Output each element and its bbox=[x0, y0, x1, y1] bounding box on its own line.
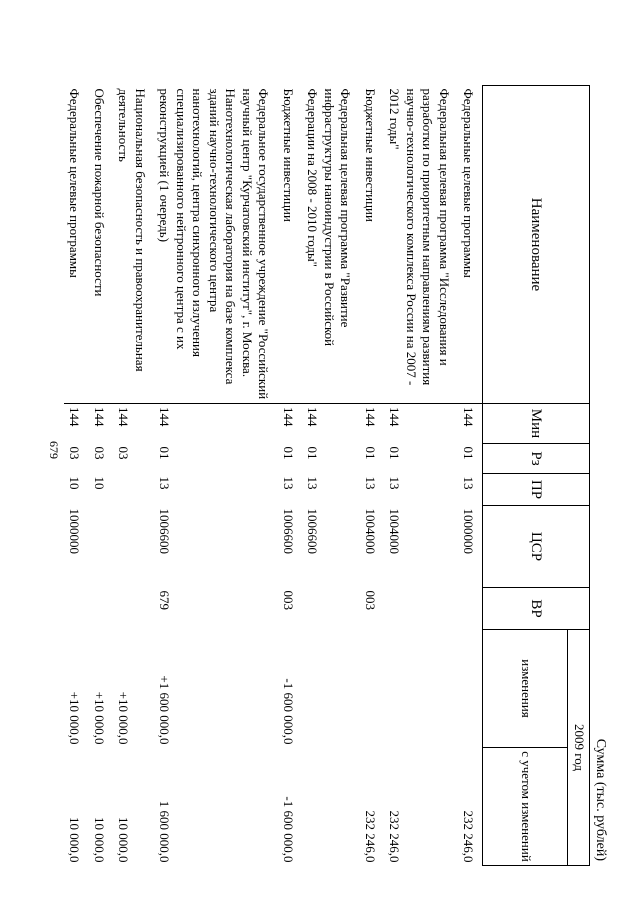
row-total: 232 246,0 bbox=[461, 810, 477, 863]
page-number: 679 bbox=[47, 441, 61, 459]
row-name: Обеспечение пожарной безопасности bbox=[89, 86, 114, 404]
row-change: +10 000,0 bbox=[92, 691, 107, 745]
row-rz: 01 bbox=[461, 446, 477, 460]
row-vr bbox=[89, 588, 114, 630]
row-pr: 13 bbox=[157, 476, 173, 490]
row-csr: 1004000 bbox=[363, 508, 378, 554]
row-pr bbox=[113, 474, 154, 506]
row-name: Бюджетные инвестиции bbox=[360, 86, 385, 404]
row-vr bbox=[458, 588, 483, 630]
table-row bbox=[113, 86, 154, 866]
row-csr: 1006600 bbox=[281, 508, 296, 554]
row-pr: 13 bbox=[461, 476, 477, 490]
row-pr: 10 bbox=[92, 476, 107, 490]
row-min: 144 bbox=[305, 407, 321, 427]
row-rz: 01 bbox=[363, 446, 378, 460]
table-header bbox=[483, 86, 590, 866]
row-pr: 13 bbox=[387, 476, 403, 490]
header-with-change: с учетом изменений bbox=[483, 748, 568, 866]
row-csr: 1000000 bbox=[67, 508, 83, 554]
row-total: -1 600 000,0 bbox=[281, 796, 296, 863]
header-name: Наименование bbox=[483, 86, 590, 404]
row-change: +1 600 000,0 bbox=[157, 675, 173, 745]
row-change bbox=[360, 630, 385, 748]
row-change: +10 000,0 bbox=[116, 691, 132, 745]
row-pr: 13 bbox=[363, 476, 378, 490]
row-rz: 01 bbox=[387, 446, 403, 460]
table-row bbox=[384, 86, 458, 866]
row-name: Федеральные целевые программы bbox=[458, 86, 483, 404]
row-total: 10 000,0 bbox=[67, 817, 83, 863]
row-total bbox=[302, 748, 360, 866]
row-csr bbox=[89, 506, 114, 588]
row-min: 144 bbox=[363, 407, 378, 427]
row-rz: 01 bbox=[281, 446, 296, 460]
row-csr: 1006600 bbox=[157, 508, 173, 554]
table-row bbox=[302, 86, 360, 866]
row-rz: 01 bbox=[305, 446, 321, 460]
row-min: 144 bbox=[461, 407, 477, 427]
row-min: 144 bbox=[387, 407, 403, 427]
header-pr: ПР bbox=[483, 474, 590, 506]
row-name: Национальная безопасность и правоохранительная деятельность bbox=[113, 86, 154, 404]
row-change: +10 000,0 bbox=[67, 691, 83, 745]
row-change bbox=[458, 630, 483, 748]
row-total: 1 600 000,0 bbox=[157, 800, 173, 863]
row-csr: 1000000 bbox=[461, 508, 477, 554]
row-total: 232 246,0 bbox=[363, 810, 378, 863]
table-row bbox=[154, 86, 278, 866]
row-total: 232 246,0 bbox=[387, 810, 403, 863]
table-row bbox=[360, 86, 385, 866]
row-name: Федеральные целевые программы bbox=[64, 86, 89, 404]
table-body bbox=[64, 86, 483, 866]
row-total: 10 000,0 bbox=[116, 817, 132, 863]
row-vr bbox=[64, 588, 89, 630]
row-name: Бюджетные инвестиции bbox=[278, 86, 303, 404]
row-rz: 01 bbox=[157, 446, 173, 460]
table-row bbox=[278, 86, 303, 866]
row-name: Федеральная целевая программа "Исследования и разработки по приоритетным направлениям развития научно-технологического комплекса России на 2007 - 2012 годы" bbox=[384, 86, 458, 404]
row-total: 10 000,0 bbox=[92, 817, 107, 863]
budget-table-page bbox=[67, 85, 610, 865]
row-min: 144 bbox=[67, 407, 83, 427]
table-row bbox=[64, 86, 89, 866]
units-caption: Сумма (тыс. рублей) bbox=[593, 738, 608, 861]
row-vr: 003 bbox=[363, 590, 378, 610]
row-vr bbox=[302, 588, 360, 630]
row-pr: 10 bbox=[67, 476, 83, 490]
row-rz: 03 bbox=[92, 446, 107, 460]
row-rz: 03 bbox=[116, 446, 132, 460]
header-change: изменения bbox=[483, 630, 568, 748]
row-vr: 679 bbox=[157, 590, 173, 610]
table-row bbox=[458, 86, 483, 866]
row-vr bbox=[113, 588, 154, 630]
row-vr bbox=[384, 588, 458, 630]
header-min: Мин bbox=[483, 404, 590, 444]
table-row bbox=[89, 86, 114, 866]
budget-table bbox=[64, 85, 590, 866]
row-change bbox=[302, 630, 360, 748]
row-min: 144 bbox=[92, 407, 107, 427]
header-vr: ВР bbox=[483, 588, 590, 630]
row-rz: 03 bbox=[67, 446, 83, 460]
row-min: 144 bbox=[157, 407, 173, 427]
row-min: 144 bbox=[116, 407, 132, 427]
header-rz: Рз bbox=[483, 444, 590, 474]
header-year: 2009 год bbox=[568, 630, 590, 866]
row-csr: 1004000 bbox=[387, 508, 403, 554]
row-change bbox=[384, 630, 458, 748]
row-pr: 13 bbox=[281, 476, 296, 490]
row-change: -1 600 000,0 bbox=[281, 678, 296, 745]
row-name: Федеральное государственное учреждение "Российский научный центр "Курчатовский институт", г. Москва. Нанотехнологическая лаборатория на базе комплекса зданий научно-технологического центра нанотехнологий, центра синхронного излучения специализированного нейтронного центра с их реконструкцией (1 очередь) bbox=[154, 86, 278, 404]
row-vr: 003 bbox=[281, 590, 296, 610]
row-min: 144 bbox=[281, 407, 296, 427]
row-name: Федеральная целевая программа "Развитие инфраструктуры наноиндустрии в Российской Федерации на 2008 - 2010 годы" bbox=[302, 86, 360, 404]
row-csr: 1006600 bbox=[305, 508, 321, 554]
header-csr: ЦСР bbox=[483, 506, 590, 588]
row-pr: 13 bbox=[305, 476, 321, 490]
row-csr bbox=[113, 506, 154, 588]
